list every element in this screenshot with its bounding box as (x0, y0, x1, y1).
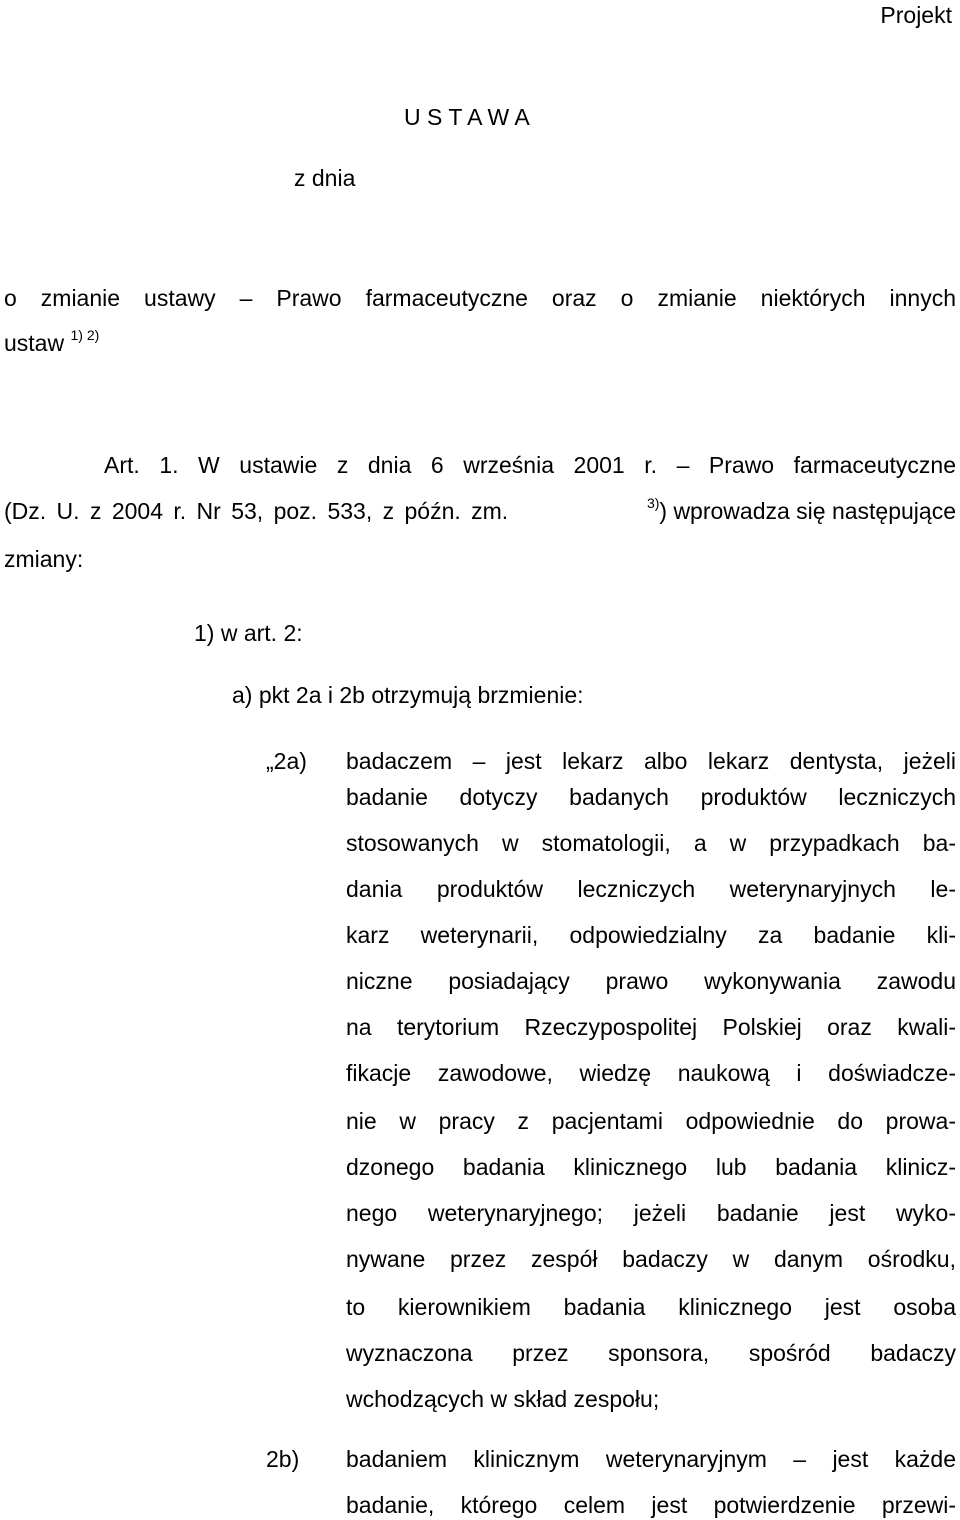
definition-2a-label: „2a) (266, 748, 307, 774)
definition-2a-line: nywane przez zespół badaczy w danym ośrodku, (346, 1246, 956, 1272)
subject-line-1 (4, 285, 956, 312)
document-title: U S T A W A (404, 104, 530, 130)
sub-point-a: a) pkt 2a i 2b otrzymują brzmienie: (232, 682, 584, 708)
subject-text-2: ustaw (4, 330, 65, 356)
article-footnote-ref: 3) (646, 495, 660, 511)
definition-2b-line: badanie, którego celem jest potwierdzenie przewi- (346, 1492, 956, 1518)
document-status: Projekt (880, 2, 952, 28)
definition-2a-line: wyznaczona przez sponsora, spośród badaczy (346, 1340, 956, 1366)
definition-2a-line: nie w pracy z pacjentami odpowiednie do prowa- (346, 1108, 956, 1134)
article-line-1 (104, 452, 956, 479)
definition-2a-line: nego weterynaryjnego; jeżeli badanie jest wyko- (346, 1200, 956, 1226)
definition-2a-line: to kierownikiem badania klinicznego jest osoba (346, 1294, 956, 1320)
article-text-2a: (Dz. U. z 2004 r. Nr 53, poz. 533, z późn. zm. (4, 498, 509, 524)
point-1: 1) w art. 2: (194, 620, 303, 646)
definition-2a-line: karz weterynarii, odpowiedzialny za badanie kli- (346, 922, 956, 948)
article-line-2 (4, 495, 956, 525)
article-text-2b: ) wprowadza się następujące (659, 498, 956, 524)
definition-2b-line: badaniem klinicznym weterynaryjnym – jest każde (346, 1446, 956, 1472)
definition-2a-line: na terytorium Rzeczypospolitej Polskiej oraz kwali- (346, 1014, 956, 1040)
definition-2a-line: stosowanych w stomatologii, a w przypadkach ba- (346, 830, 956, 856)
subject-text-1: o zmianie ustawy – Prawo farmaceutyczne oraz o zmianie niektórych innych (4, 285, 956, 311)
definition-2b-label: 2b) (266, 1446, 300, 1472)
article-text-1: Art. 1. W ustawie z dnia 6 września 2001 r. – Prawo farmaceutyczne (104, 452, 956, 478)
definition-2a-line: dzonego badania klinicznego lub badania klinicz- (346, 1154, 956, 1180)
definition-2a-line: fikacje zawodowe, wiedzę naukową i doświadcze- (346, 1060, 956, 1086)
date-line: z dnia (294, 165, 356, 191)
article-text-2b-wrap (646, 495, 956, 525)
definition-2a-line: dania produktów leczniczych weterynaryjnych le- (346, 876, 956, 902)
definition-2a-line: badaczem – jest lekarz albo lekarz dentysta, jeżeli (346, 748, 956, 774)
definition-2a-line: wchodzących w skład zespołu; (346, 1386, 660, 1412)
definition-2a-line: niczne posiadający prawo wykonywania zawodu (346, 968, 956, 994)
article-line-3: zmiany: (4, 546, 84, 572)
definition-2a-line: badanie dotyczy badanych produktów leczniczych (346, 784, 956, 810)
subject-line-2 (4, 327, 100, 357)
subject-footnote-refs: 1) 2) (70, 327, 100, 343)
